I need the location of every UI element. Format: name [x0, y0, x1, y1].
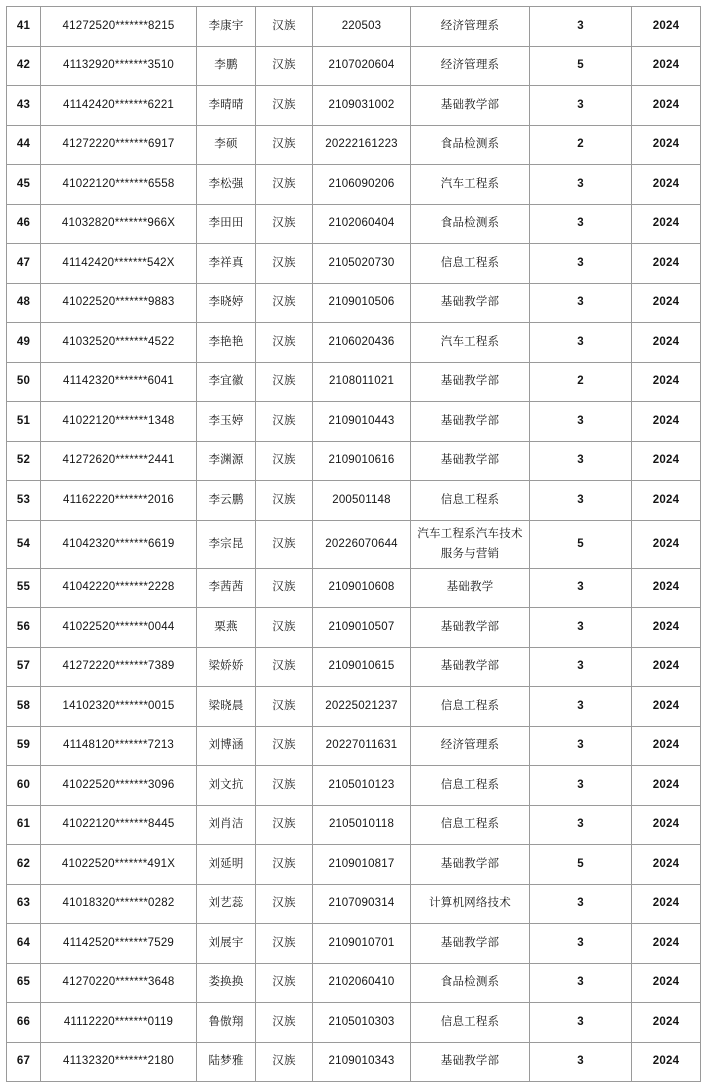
cell-dept: 基础教学部: [411, 647, 530, 687]
table-row: [7, 244, 701, 284]
cell-name: 李康宇: [197, 7, 256, 47]
cell-year: 2024: [632, 46, 701, 86]
cell-dept: 信息工程系: [411, 805, 530, 845]
cell-name: 栗燕: [197, 608, 256, 648]
cell-name: 李云鹏: [197, 481, 256, 521]
cell-name: 刘展宇: [197, 924, 256, 964]
cell-eth: 汉族: [256, 845, 313, 885]
table-row: [7, 726, 701, 766]
cell-eth: 汉族: [256, 647, 313, 687]
cell-name: 李晓婷: [197, 283, 256, 323]
cell-seq: 43: [7, 86, 41, 126]
table-row: [7, 402, 701, 442]
cell-dept: 经济管理系: [411, 7, 530, 47]
table-row: [7, 963, 701, 1003]
cell-num: 2109010616: [313, 441, 411, 481]
cell-dept: 基础教学部: [411, 845, 530, 885]
cell-year: 2024: [632, 244, 701, 284]
cell-eth: 汉族: [256, 805, 313, 845]
cell-eth: 汉族: [256, 402, 313, 442]
cell-num: 20226070644: [313, 520, 411, 568]
cell-cnt: 3: [530, 283, 632, 323]
cell-idno: 41022120*******6558: [41, 165, 197, 205]
cell-dept: 经济管理系: [411, 46, 530, 86]
cell-dept: 信息工程系: [411, 687, 530, 727]
cell-cnt: 3: [530, 86, 632, 126]
cell-num: 2106020436: [313, 323, 411, 363]
cell-cnt: 3: [530, 1042, 632, 1082]
cell-seq: 66: [7, 1003, 41, 1043]
cell-cnt: 3: [530, 805, 632, 845]
cell-idno: 41022520*******491X: [41, 845, 197, 885]
cell-name: 李宗昆: [197, 520, 256, 568]
cell-idno: 41162220*******2016: [41, 481, 197, 521]
cell-num: 2109010817: [313, 845, 411, 885]
cell-num: 2102060404: [313, 204, 411, 244]
cell-idno: 41132320*******2180: [41, 1042, 197, 1082]
cell-num: 2107020604: [313, 46, 411, 86]
cell-seq: 51: [7, 402, 41, 442]
cell-year: 2024: [632, 7, 701, 47]
cell-idno: 41022520*******3096: [41, 766, 197, 806]
table-row: [7, 568, 701, 608]
cell-num: 2105020730: [313, 244, 411, 284]
cell-eth: 汉族: [256, 884, 313, 924]
cell-seq: 41: [7, 7, 41, 47]
cell-cnt: 2: [530, 362, 632, 402]
cell-name: 陆梦雅: [197, 1042, 256, 1082]
cell-dept: 基础教学部: [411, 924, 530, 964]
cell-num: 2109010701: [313, 924, 411, 964]
cell-dept: 食品检测系: [411, 204, 530, 244]
cell-cnt: 3: [530, 647, 632, 687]
cell-num: 2107090314: [313, 884, 411, 924]
table-row: [7, 323, 701, 363]
table-row: [7, 687, 701, 727]
cell-eth: 汉族: [256, 323, 313, 363]
cell-cnt: 3: [530, 323, 632, 363]
cell-eth: 汉族: [256, 963, 313, 1003]
cell-name: 李渊源: [197, 441, 256, 481]
table-row: [7, 924, 701, 964]
cell-num: 20227011631: [313, 726, 411, 766]
cell-cnt: 3: [530, 204, 632, 244]
cell-year: 2024: [632, 441, 701, 481]
cell-idno: 41032820*******966X: [41, 204, 197, 244]
cell-idno: 41142520*******7529: [41, 924, 197, 964]
cell-idno: 41272520*******8215: [41, 7, 197, 47]
cell-eth: 汉族: [256, 766, 313, 806]
cell-name: 梁娇娇: [197, 647, 256, 687]
table-row: [7, 845, 701, 885]
cell-eth: 汉族: [256, 520, 313, 568]
table-row: [7, 1042, 701, 1082]
cell-idno: 41272620*******2441: [41, 441, 197, 481]
cell-dept: 汽车工程系: [411, 165, 530, 205]
table-row: [7, 805, 701, 845]
cell-seq: 58: [7, 687, 41, 727]
cell-year: 2024: [632, 568, 701, 608]
cell-idno: 41022120*******1348: [41, 402, 197, 442]
cell-seq: 54: [7, 520, 41, 568]
cell-name: 李茜茜: [197, 568, 256, 608]
cell-year: 2024: [632, 1003, 701, 1043]
cell-dept: 食品检测系: [411, 963, 530, 1003]
cell-year: 2024: [632, 402, 701, 442]
cell-cnt: 3: [530, 165, 632, 205]
cell-year: 2024: [632, 647, 701, 687]
table-row: [7, 520, 701, 568]
cell-year: 2024: [632, 520, 701, 568]
cell-num: 2109010506: [313, 283, 411, 323]
cell-cnt: 5: [530, 46, 632, 86]
cell-dept: 基础教学部: [411, 86, 530, 126]
cell-eth: 汉族: [256, 283, 313, 323]
cell-cnt: 2: [530, 125, 632, 165]
cell-eth: 汉族: [256, 608, 313, 648]
table-row: [7, 766, 701, 806]
cell-year: 2024: [632, 963, 701, 1003]
cell-year: 2024: [632, 687, 701, 727]
cell-cnt: 3: [530, 402, 632, 442]
cell-dept: 经济管理系: [411, 726, 530, 766]
cell-idno: 41042320*******6619: [41, 520, 197, 568]
cell-idno: 41042220*******2228: [41, 568, 197, 608]
cell-eth: 汉族: [256, 86, 313, 126]
cell-year: 2024: [632, 86, 701, 126]
cell-idno: 41022520*******9883: [41, 283, 197, 323]
cell-dept: 信息工程系: [411, 766, 530, 806]
cell-name: 李玉婷: [197, 402, 256, 442]
cell-name: 李硕: [197, 125, 256, 165]
cell-cnt: 3: [530, 481, 632, 521]
cell-num: 20225021237: [313, 687, 411, 727]
cell-dept: 基础教学部: [411, 1042, 530, 1082]
cell-name: 李田田: [197, 204, 256, 244]
table-row: [7, 441, 701, 481]
table-row: [7, 46, 701, 86]
cell-eth: 汉族: [256, 204, 313, 244]
cell-eth: 汉族: [256, 46, 313, 86]
cell-idno: 41142320*******6041: [41, 362, 197, 402]
cell-year: 2024: [632, 766, 701, 806]
table-row: [7, 481, 701, 521]
cell-num: 2109010507: [313, 608, 411, 648]
cell-name: 娄换换: [197, 963, 256, 1003]
cell-year: 2024: [632, 884, 701, 924]
cell-num: 2109010615: [313, 647, 411, 687]
cell-dept: 基础教学部: [411, 362, 530, 402]
cell-name: 刘肖洁: [197, 805, 256, 845]
cell-dept: 基础教学部: [411, 283, 530, 323]
cell-seq: 67: [7, 1042, 41, 1082]
cell-seq: 60: [7, 766, 41, 806]
cell-seq: 59: [7, 726, 41, 766]
cell-year: 2024: [632, 125, 701, 165]
cell-num: 220503: [313, 7, 411, 47]
cell-seq: 61: [7, 805, 41, 845]
cell-name: 李鹏: [197, 46, 256, 86]
cell-idno: 41272220*******6917: [41, 125, 197, 165]
cell-num: 2102060410: [313, 963, 411, 1003]
cell-num: 2109010608: [313, 568, 411, 608]
cell-dept: 信息工程系: [411, 1003, 530, 1043]
cell-eth: 汉族: [256, 481, 313, 521]
cell-dept: 基础教学部: [411, 402, 530, 442]
cell-name: 李祥真: [197, 244, 256, 284]
cell-cnt: 3: [530, 687, 632, 727]
cell-name: 李宜徽: [197, 362, 256, 402]
cell-cnt: 3: [530, 884, 632, 924]
cell-num: 20222161223: [313, 125, 411, 165]
cell-eth: 汉族: [256, 441, 313, 481]
cell-seq: 42: [7, 46, 41, 86]
cell-num: 2109031002: [313, 86, 411, 126]
cell-cnt: 3: [530, 766, 632, 806]
cell-num: 2105010123: [313, 766, 411, 806]
cell-year: 2024: [632, 924, 701, 964]
cell-eth: 汉族: [256, 7, 313, 47]
cell-cnt: 3: [530, 608, 632, 648]
cell-year: 2024: [632, 204, 701, 244]
table-row: [7, 7, 701, 47]
table-row: [7, 283, 701, 323]
cell-year: 2024: [632, 481, 701, 521]
cell-name: 刘文抗: [197, 766, 256, 806]
cell-idno: 41270220*******3648: [41, 963, 197, 1003]
cell-num: 2105010118: [313, 805, 411, 845]
table-row: [7, 204, 701, 244]
cell-year: 2024: [632, 608, 701, 648]
dept-line-2: 服务与营销: [440, 548, 500, 560]
cell-num: 2109010443: [313, 402, 411, 442]
cell-dept: [411, 520, 530, 568]
cell-seq: 57: [7, 647, 41, 687]
cell-dept: 基础教学部: [411, 441, 530, 481]
cell-seq: 53: [7, 481, 41, 521]
cell-eth: 汉族: [256, 165, 313, 205]
cell-eth: 汉族: [256, 726, 313, 766]
table-row: [7, 125, 701, 165]
dept-line-1: 汽车工程系汽车技术: [417, 527, 523, 540]
cell-dept: 食品检测系: [411, 125, 530, 165]
cell-year: 2024: [632, 805, 701, 845]
cell-seq: 56: [7, 608, 41, 648]
cell-name: 梁晓晨: [197, 687, 256, 727]
cell-seq: 50: [7, 362, 41, 402]
cell-cnt: 5: [530, 520, 632, 568]
cell-num: 2108011021: [313, 362, 411, 402]
cell-name: 刘延明: [197, 845, 256, 885]
cell-eth: 汉族: [256, 244, 313, 284]
cell-seq: 49: [7, 323, 41, 363]
cell-idno: 41022120*******8445: [41, 805, 197, 845]
cell-cnt: 3: [530, 568, 632, 608]
cell-eth: 汉族: [256, 924, 313, 964]
cell-year: 2024: [632, 323, 701, 363]
cell-idno: 41142420*******542X: [41, 244, 197, 284]
cell-dept: 信息工程系: [411, 481, 530, 521]
student-roster-table: [6, 6, 701, 1082]
cell-seq: 55: [7, 568, 41, 608]
cell-idno: 41132920*******3510: [41, 46, 197, 86]
cell-eth: 汉族: [256, 1003, 313, 1043]
cell-idno: 41112220*******0119: [41, 1003, 197, 1043]
cell-dept: 基础教学: [411, 568, 530, 608]
cell-name: 刘博涵: [197, 726, 256, 766]
cell-seq: 52: [7, 441, 41, 481]
cell-name: 刘艺蕊: [197, 884, 256, 924]
cell-idno: 41148120*******7213: [41, 726, 197, 766]
cell-seq: 47: [7, 244, 41, 284]
cell-num: 2106090206: [313, 165, 411, 205]
table-row: [7, 1003, 701, 1043]
cell-name: 李晴晴: [197, 86, 256, 126]
cell-cnt: 3: [530, 441, 632, 481]
cell-seq: 64: [7, 924, 41, 964]
table-row: [7, 647, 701, 687]
cell-seq: 44: [7, 125, 41, 165]
cell-name: 鲁傲翔: [197, 1003, 256, 1043]
cell-idno: 41018320*******0282: [41, 884, 197, 924]
cell-cnt: 3: [530, 244, 632, 284]
cell-dept: 信息工程系: [411, 244, 530, 284]
cell-seq: 63: [7, 884, 41, 924]
cell-num: 2105010303: [313, 1003, 411, 1043]
table-row: [7, 608, 701, 648]
cell-idno: 41022520*******0044: [41, 608, 197, 648]
cell-cnt: 3: [530, 1003, 632, 1043]
table-row: [7, 165, 701, 205]
cell-year: 2024: [632, 362, 701, 402]
cell-dept: 计算机网络技术: [411, 884, 530, 924]
table-row: [7, 884, 701, 924]
cell-num: 200501148: [313, 481, 411, 521]
cell-num: 2109010343: [313, 1042, 411, 1082]
cell-year: 2024: [632, 283, 701, 323]
cell-eth: 汉族: [256, 687, 313, 727]
cell-cnt: 3: [530, 726, 632, 766]
cell-year: 2024: [632, 165, 701, 205]
cell-seq: 62: [7, 845, 41, 885]
cell-dept: 汽车工程系: [411, 323, 530, 363]
cell-name: 李松强: [197, 165, 256, 205]
cell-idno: 14102320*******0015: [41, 687, 197, 727]
cell-eth: 汉族: [256, 125, 313, 165]
cell-year: 2024: [632, 845, 701, 885]
table-body: [7, 7, 701, 1082]
cell-year: 2024: [632, 726, 701, 766]
cell-year: 2024: [632, 1042, 701, 1082]
cell-cnt: 3: [530, 924, 632, 964]
cell-seq: 46: [7, 204, 41, 244]
cell-seq: 65: [7, 963, 41, 1003]
cell-idno: 41272220*******7389: [41, 647, 197, 687]
cell-eth: 汉族: [256, 362, 313, 402]
cell-seq: 48: [7, 283, 41, 323]
cell-idno: 41142420*******6221: [41, 86, 197, 126]
table-row: [7, 362, 701, 402]
table-row: [7, 86, 701, 126]
cell-cnt: 3: [530, 7, 632, 47]
cell-cnt: 3: [530, 963, 632, 1003]
cell-eth: 汉族: [256, 1042, 313, 1082]
cell-eth: 汉族: [256, 568, 313, 608]
cell-name: 李艳艳: [197, 323, 256, 363]
cell-dept: 基础教学部: [411, 608, 530, 648]
cell-idno: 41032520*******4522: [41, 323, 197, 363]
cell-seq: 45: [7, 165, 41, 205]
cell-cnt: 5: [530, 845, 632, 885]
